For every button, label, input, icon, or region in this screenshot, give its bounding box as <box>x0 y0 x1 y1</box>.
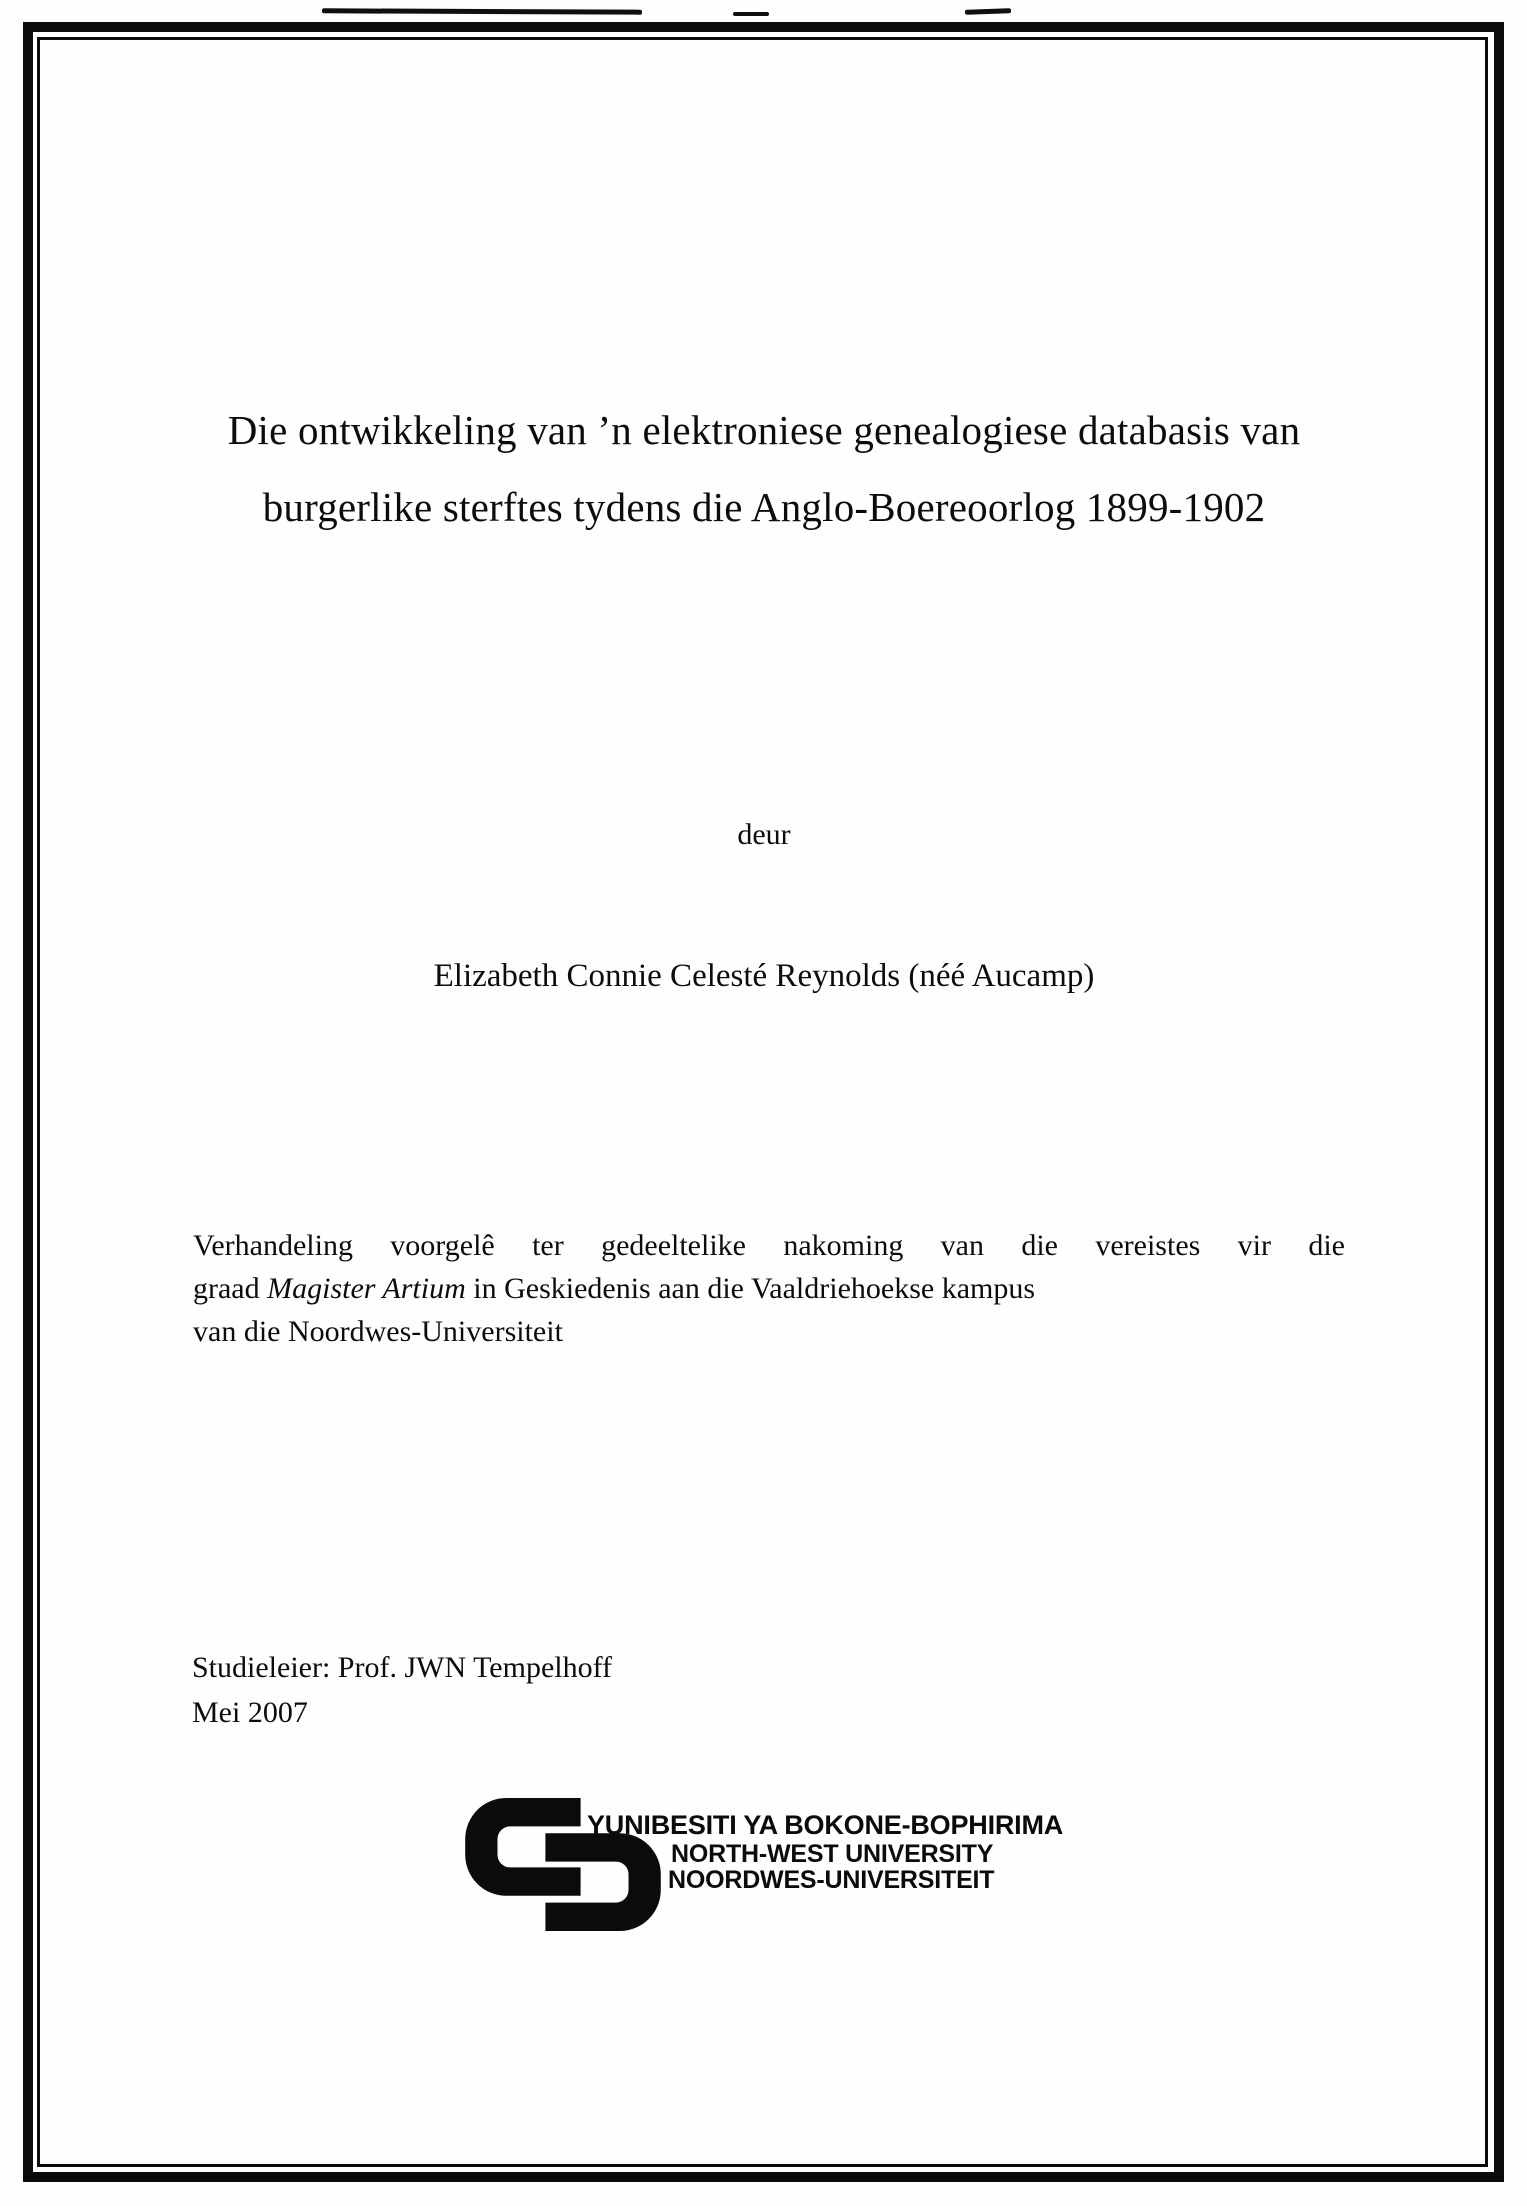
logo-text-english: NORTH-WEST UNIVERSITY <box>671 1840 994 1868</box>
byline: deur <box>737 818 791 851</box>
statement-line-1 <box>193 1224 1345 1267</box>
logo-text-setswana: YUNIBESITI YA BOKONE-BOPHIRIMA <box>587 1810 1064 1840</box>
scan-artifact <box>965 8 1011 15</box>
thesis-title <box>186 392 1342 546</box>
statement-line-2 <box>193 1267 1345 1310</box>
statement-line-1-text: Verhandeling voorgelê ter gedeeltelike nakoming van die vereistes vir die <box>193 1229 1345 1262</box>
statement-line-2-suffix: in Geskiedenis aan die Vaaldriehoekse kampus <box>465 1272 1036 1305</box>
statement-line-2-prefix: graad <box>193 1272 268 1305</box>
logo-text-afrikaans: NOORDWES-UNIVERSITEIT <box>668 1866 995 1894</box>
university-logo <box>465 1798 1105 1948</box>
scan-artifact <box>733 12 769 16</box>
author-name: Elizabeth Connie Celesté Reynolds (néé Aucamp) <box>433 958 1095 994</box>
supervisor-block <box>192 1645 612 1735</box>
thesis-statement <box>193 1224 1345 1353</box>
date-line: Mei 2007 <box>192 1696 308 1729</box>
statement-line-3-text: van die Noordwes-Universiteit <box>193 1315 563 1348</box>
scan-artifact <box>322 8 642 14</box>
thesis-title-line-2: burgerlike sterftes tydens die Anglo-Boereoorlog 1899-1902 <box>262 484 1266 530</box>
degree-name: Magister Artium <box>267 1272 466 1305</box>
thesis-title-line-1: Die ontwikkeling van ’n elektroniese genealogiese databasis van <box>227 407 1301 453</box>
statement-line-3 <box>193 1310 1345 1353</box>
supervisor-line: Studieleier: Prof. JWN Tempelhoff <box>192 1651 613 1684</box>
